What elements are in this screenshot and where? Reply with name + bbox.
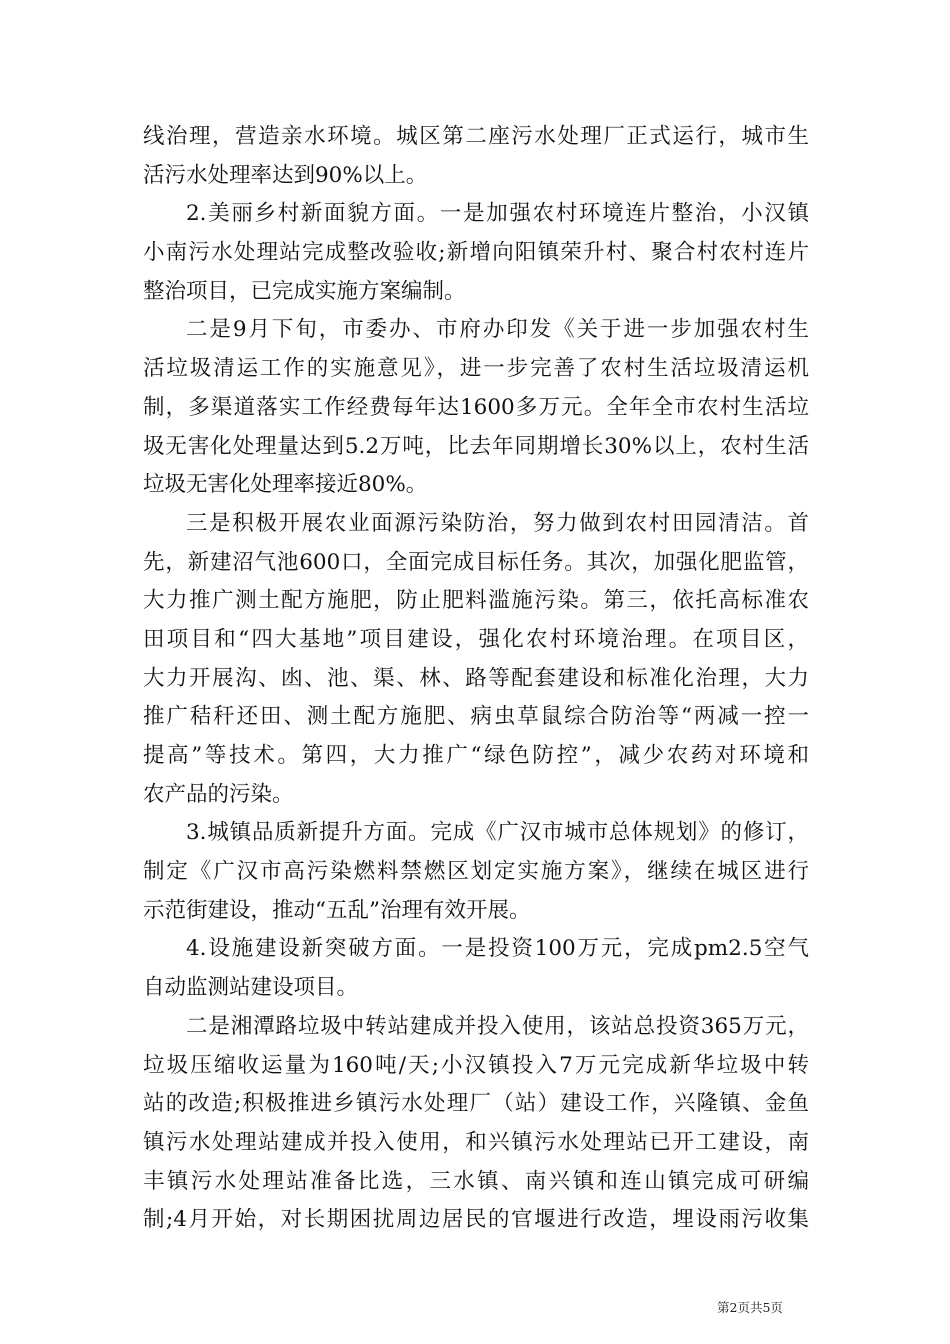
- text-line: 活污水处理率达到90%以上。: [143, 162, 428, 188]
- text-line: 4.设施建设新突破方面。一是投资100万元，完成pm2.5空气: [186, 936, 809, 962]
- text-line: 3.城镇品质新提升方面。完成《广汉市城市总体规划》的修订，: [186, 820, 809, 846]
- text-line: 田项目和“四大基地”项目建设，强化农村环境治理。在项目区，: [143, 626, 809, 652]
- text-line: 示范街建设，推动“五乱”治理有效开展。: [143, 897, 531, 923]
- text-line: 二是湘潭路垃圾中转站建成并投入使用，该站总投资365万元，: [186, 1013, 809, 1039]
- text-line: 圾无害化处理量达到5.2万吨，比去年同期增长30%以上，农村生活: [143, 433, 809, 459]
- text-line: 自动监测站建设项目。: [143, 975, 359, 1001]
- page-number: 第2页共5页: [717, 1300, 783, 1315]
- text-line: 制;4月开始，对长期困扰周边居民的官堰进行改造，埋设雨污收集: [143, 1207, 809, 1233]
- text-line: 制定《广汉市高污染燃料禁燃区划定实施方案》，继续在城区进行: [143, 859, 809, 885]
- text-line: 线治理，营造亲水环境。城区第二座污水处理厂正式运行，城市生: [143, 124, 809, 149]
- text-line: 二是9月下旬，市委办、市府办印发《关于进一步加强农村生: [186, 317, 809, 343]
- text-line: 站的改造;积极推进乡镇污水处理厂（站）建设工作，兴隆镇、金鱼: [143, 1091, 809, 1117]
- text-line: 小南污水处理站完成整改验收;新增向阳镇荣升村、聚合村农村连片: [143, 240, 809, 266]
- text-line: 整治项目，已完成实施方案编制。: [143, 278, 466, 304]
- text-line: 大力开展沟、凼、池、渠、林、路等配套建设和标准化治理，大力: [143, 665, 809, 691]
- text-line: 农产品的污染。: [143, 781, 294, 807]
- text-line: 制，多渠道落实工作经费每年达1600多万元。全年全市农村生活垃: [143, 394, 809, 420]
- document-body: [143, 118, 809, 1240]
- text-line: 丰镇污水处理站准备比选，三水镇、南兴镇和连山镇完成可研编: [143, 1168, 809, 1194]
- text-line: 垃圾压缩收运量为160吨/天;小汉镇投入7万元完成新华垃圾中转: [143, 1052, 809, 1078]
- text-line: 三是积极开展农业面源污染防治，努力做到农村田园清洁。首: [186, 510, 809, 536]
- text-line: 镇污水处理站建成并投入使用，和兴镇污水处理站已开工建设，南: [143, 1129, 809, 1155]
- text-line: 推广秸秆还田、测土配方施肥、病虫草鼠综合防治等“两减一控一: [143, 704, 809, 730]
- text-line: 垃圾无害化处理率接近80%。: [143, 472, 428, 498]
- text-line: 活垃圾清运工作的实施意见》，进一步完善了农村生活垃圾清运机: [143, 356, 809, 382]
- text-line: 先，新建沼气池600口，全面完成目标任务。其次，加强化肥监管，: [143, 549, 809, 575]
- text-line: 大力推广测土配方施肥，防止肥料滥施污染。第三，依托高标准农: [143, 588, 809, 614]
- text-line: 提高”等技术。第四，大力推广“绿色防控”，减少农药对环境和: [143, 743, 809, 768]
- text-line: 2.美丽乡村新面貌方面。一是加强农村环境连片整治，小汉镇: [186, 201, 809, 227]
